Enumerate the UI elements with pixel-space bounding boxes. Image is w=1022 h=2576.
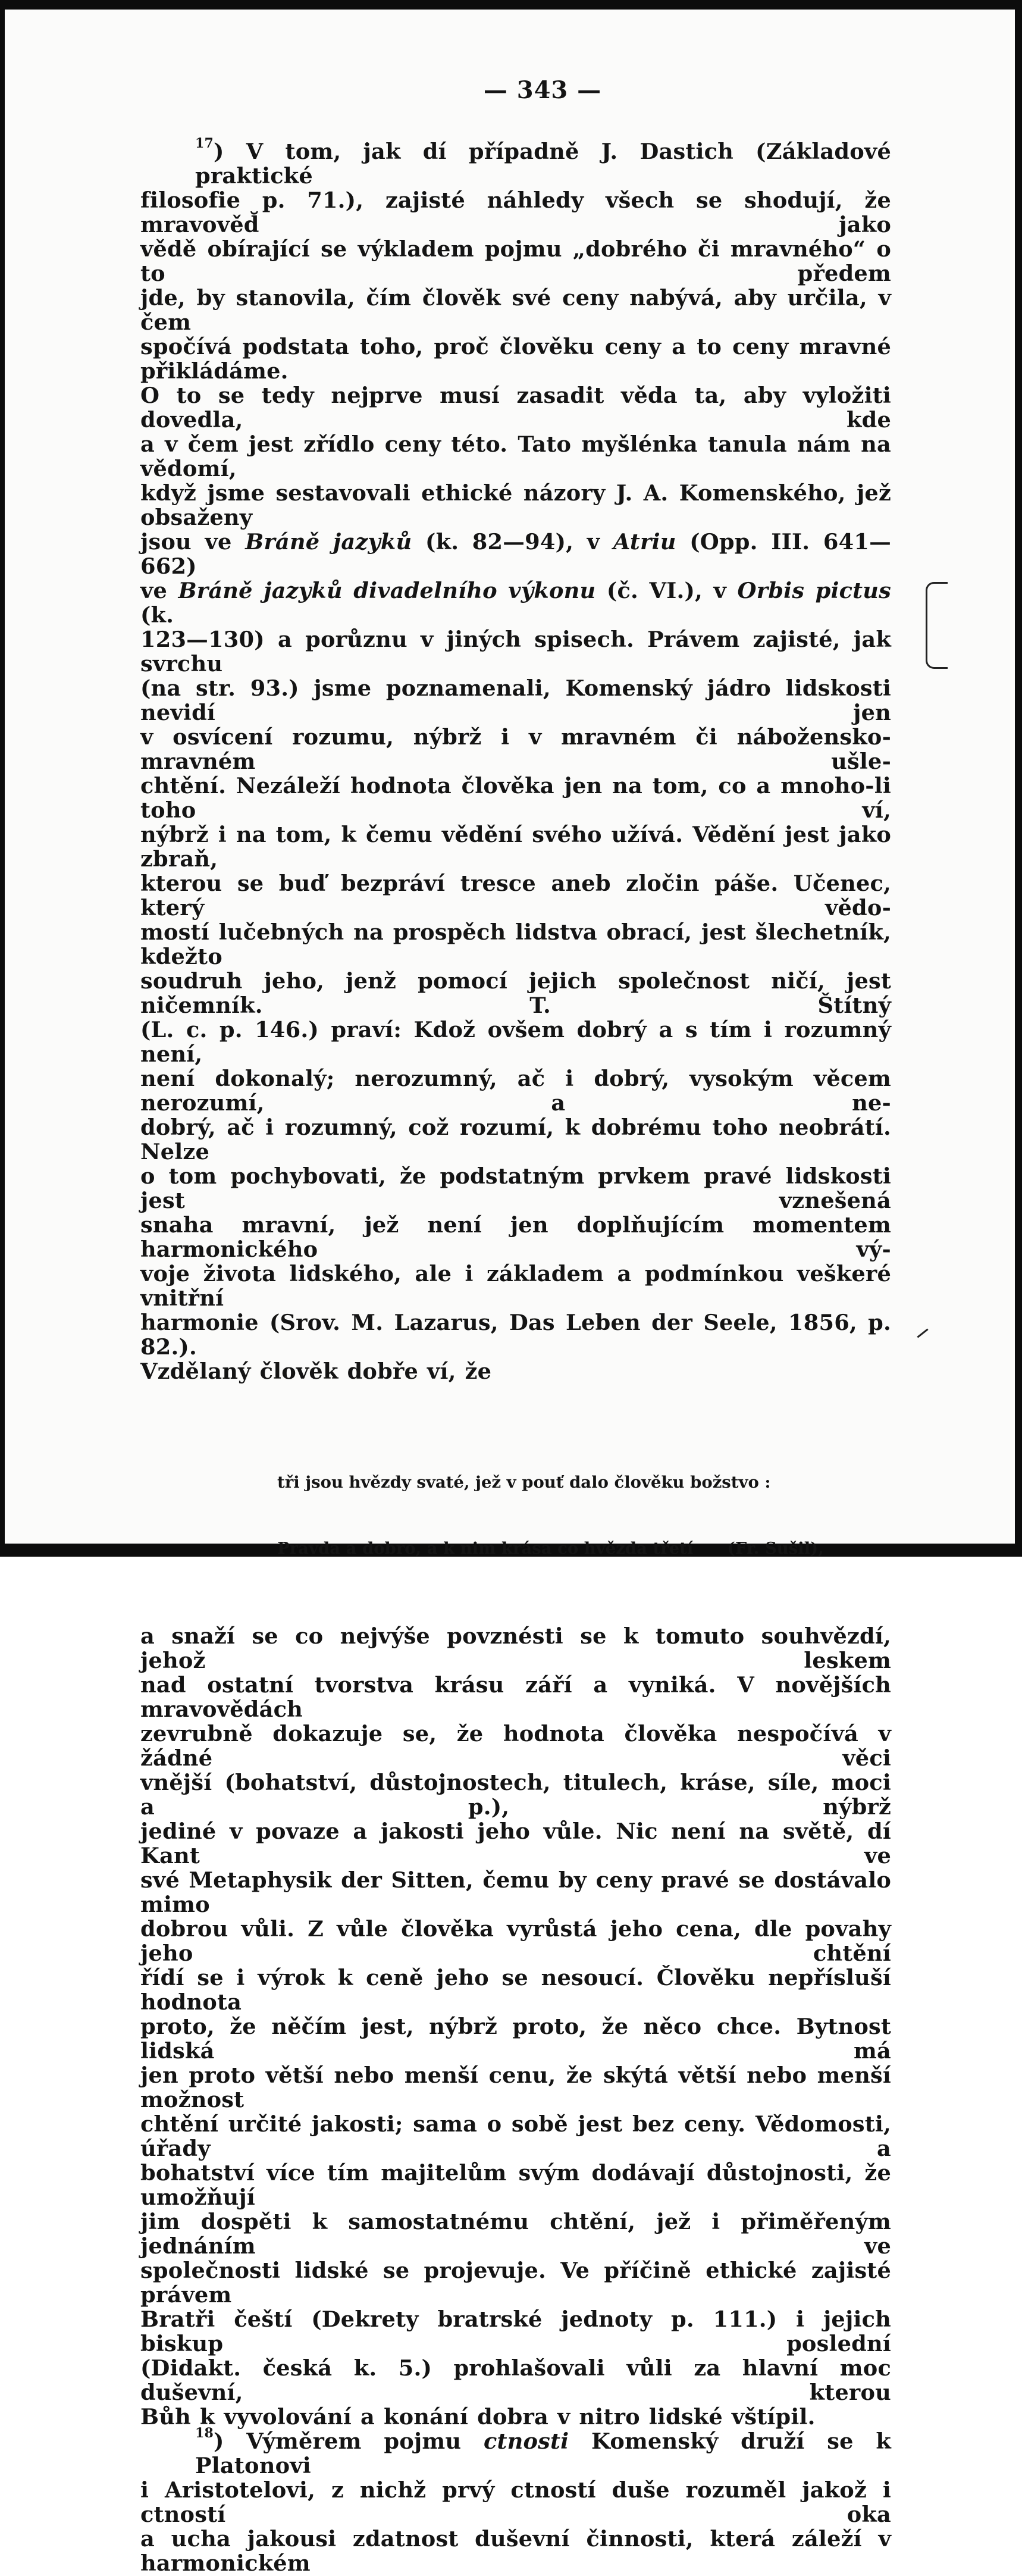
book-title: Orbis pictus	[737, 578, 891, 603]
book-title: Bráně jazyků divadelního výkonu	[178, 578, 596, 603]
footnote-17-continuation	[140, 1624, 891, 2429]
margin-bracket-mark	[926, 582, 948, 669]
footnote-17-line: $^{17}$) V tom, jak dí případně J. Dastich (Základové praktické	[195, 135, 891, 189]
continuation-line: bohatství více tím majitelům svým dodávají důstojnosti, že umožňují	[140, 2160, 891, 2210]
footnote-17-line: 123—130) a porůznu v jiných spisech. Právem zajisté, jak svrchu	[140, 627, 891, 677]
continuation-line: společnosti lidské se projevuje. Ve příčině ethické zajisté právem	[140, 2258, 891, 2308]
book-title: Bráně jazyků	[245, 529, 412, 555]
footnote-17-line: filosofie p. 71.), zajisté náhledy všech se shodují, že mravověd̆ jako	[140, 187, 891, 237]
continuation-line: jediné v povaze a jakosti jeho vůle. Nic není na světě, dí Kant ve	[140, 1818, 891, 1868]
footnote-17-line: O to se tedy nejprve musí zasadit věda ta, aby vyložiti dovedla, kde	[140, 383, 891, 433]
footnote-18-line: $^{18}$) Výměrem pojmu ctnosti Komenský druží se k Platonovi	[195, 2425, 891, 2478]
footnote-18-line: i Aristotelovi, z nichž prvý ctností duše rozuměl jakož i ctností oka	[140, 2477, 891, 2527]
verse-line: Pravda a dobro, a k nim krása co hvězda třetí (Fr. Sušil),	[277, 1539, 824, 1558]
footnote-17-line: jsou ve Bráně jazyků (k. 82—94), v Atriu (Opp. III. 641—662)	[140, 529, 891, 579]
continuation-line: nad ostatní tvorstva krásu září a vyniká. V novějších mravovědách	[140, 1672, 891, 1722]
continuation-line: (Didakt. česká k. 5.) prohlašovali vůli za hlavní moc duševní, kterou	[140, 2355, 891, 2405]
footnote-17-line: spočívá podstata toho, proč člověku ceny a to ceny mravné přikládáme.	[140, 334, 891, 384]
continuation-line: své Metaphysik der Sitten, čemu by ceny pravé se dostávalo mimo	[140, 1867, 891, 1917]
page-number: — 343 —	[483, 76, 602, 104]
continuation-line: vnější (bohatství, důstojnostech, titulech, kráse, síle, moci a p.), nýbrž	[140, 1770, 891, 1820]
footnote-17-line: snaha mravní, jež není jen doplňujícím momentem harmonického vý-	[140, 1212, 891, 1262]
verse-line: tři jsou hvězdy svaté, jež v pouť dalo člověku božstvo :	[277, 1473, 771, 1492]
footnote-17-line: když jsme sestavovali ethické názory J. A. Komenského, jež obsaženy	[140, 480, 891, 530]
footnote-17-line: voje života lidského, ale i základem a podmínkou veškeré vnitřní	[140, 1261, 891, 1311]
footnote-17-line: (na str. 93.) jsme poznamenali, Komenský jádro lidskosti nevidí jen	[140, 675, 891, 725]
footnote-marker: 17	[195, 135, 214, 151]
footnote-17-line: vědě obírající se výkladem pojmu „dobrého či mravného“ o to předem	[140, 236, 891, 286]
footnote-17-line: ve Bráně jazyků divadelního výkonu (č. VI.), v Orbis pictus (k.	[140, 578, 891, 628]
continuation-line: jen proto větší nebo menší cenu, že skýtá větší nebo menší možnost	[140, 2062, 891, 2112]
continuation-line: chtění určité jakosti; sama o sobě jest bez ceny. Vědomosti, úřady a	[140, 2111, 891, 2161]
footnote-17-line: Vzdělaný člověk dobře ví, že	[140, 1359, 492, 1384]
footnote-marker: 18	[195, 2425, 214, 2441]
footnote-17-line: chtění. Nezáleží hodnota člověka jen na tom, co a mnoho-li toho ví,	[140, 773, 891, 823]
continuation-line: Bůh k vyvolování a konání dobra v nitro lidské vštípil.	[140, 2404, 816, 2430]
footnote-17-line: jde, by stanovila, čím člověk své ceny nabývá, aby určila, v čem	[140, 285, 891, 335]
footnote-18-line: a ucha jakousi zdatnost duševní činnosti, která záleží v harmonickém	[140, 2526, 891, 2576]
continuation-line: proto, že něčím jest, nýbrž proto, že něco chce. Bytnost lidská má	[140, 2014, 891, 2064]
footnote-17-line: o tom pochybovati, že podstatným prvkem pravé lidskosti jest vznešená	[140, 1163, 891, 1213]
continuation-line: Bratři čeští (Dekrety bratrské jednoty p. 111.) i jejich biskup poslední	[140, 2306, 891, 2356]
footnote-17-line: nýbrž i na tom, k čemu vědění svého užívá. Vědění jest jako zbraň,	[140, 822, 891, 872]
book-title: Atriu	[613, 529, 676, 555]
emphasis-term: ctnosti	[483, 2428, 569, 2454]
continuation-line: řídí se i výrok k ceně jeho se nesoucí. Člověku nepřísluší hodnota	[140, 1965, 891, 2015]
footnote-17-line: není dokonalý; nerozumný, ač i dobrý, vysokým věcem nerozumí, a ne-	[140, 1066, 891, 1116]
continuation-line: dobrou vůli. Z vůle člověka vyrůstá jeho cena, dle povahy jeho chtění	[140, 1916, 891, 1966]
footnote-17-line: dobrý, ač i rozumný, což rozumí, k dobrému toho neobrátí. Nelze	[140, 1115, 891, 1165]
footnote-17-line: (L. c. p. 146.) praví: Kdož ovšem dobrý a s tím i rozumný není,	[140, 1017, 891, 1067]
footnote-17-line: mostí lučebných na prospěch lidstva obrací, jest šlechetník, kdežto	[140, 919, 891, 969]
continuation-line: a snaží se co nejvýše povznésti se k tomuto souhvězdí, jehož leskem	[140, 1623, 891, 1673]
footnote-17	[140, 135, 891, 1384]
verse-quote	[140, 1428, 891, 1604]
text-column	[140, 135, 891, 2576]
margin-slash-mark	[917, 1329, 928, 1338]
continuation-line: zevrubně dokazuje se, že hodnota člověka nespočívá v žádné věci	[140, 1721, 891, 1771]
footnote-17-line: v osvícení rozumu, nýbrž i v mravném či nábožensko-mravném ušle-	[140, 724, 891, 774]
footnote-17-line: kterou se buď bezpráví tresce aneb zločin páše. Učenec, který vědo-	[140, 871, 891, 921]
footnote-17-line: a v čem jest zřídlo ceny této. Tato myšlénka tanula nám na vědomí,	[140, 431, 891, 481]
footnote-18	[140, 2425, 891, 2576]
footnote-17-line: soudruh jeho, jenž pomocí jejich společnost ničí, jest ničemník. T. Štítný	[140, 968, 891, 1018]
footnote-17-line: harmonie (Srov. M. Lazarus, Das Leben der Seele, 1856, p. 82.).	[140, 1310, 891, 1360]
continuation-line: jim dospěti k samostatnému chtění, jež i přiměřeným jednáním ve	[140, 2209, 891, 2259]
